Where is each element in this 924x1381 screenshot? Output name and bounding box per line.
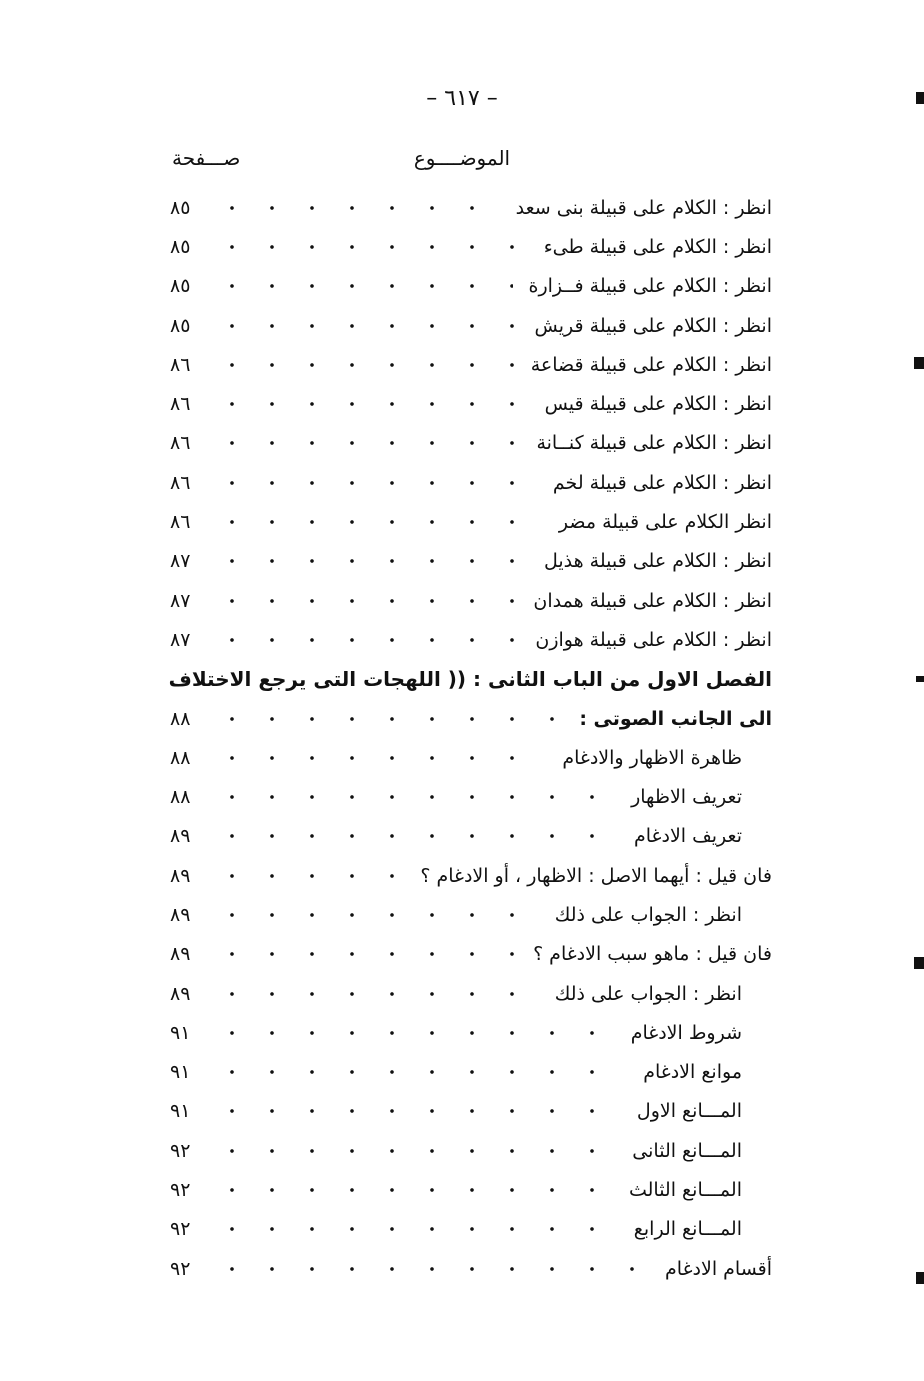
toc-entry-page: ٩٢ — [170, 1139, 191, 1162]
dot-leader — [212, 203, 500, 213]
toc-row — [170, 777, 742, 816]
toc-entry-title: موانع الادغام — [643, 1061, 742, 1084]
toc-entry-title: انظر : الكلام على قبيلة قضاعة — [530, 353, 772, 376]
toc-entry-title: انظر : الكلام على قبيلة طىء — [543, 235, 772, 258]
dot-leader — [212, 1264, 649, 1274]
toc-row — [170, 817, 742, 856]
toc-entry-page: ٨٨ — [170, 786, 191, 809]
toc-entry-page: ٨٨ — [170, 746, 191, 769]
toc-row — [170, 1170, 742, 1209]
scan-mark — [916, 92, 924, 104]
toc-entry-title: الى الجانب الصوتى : — [579, 707, 772, 730]
scan-mark — [916, 676, 924, 682]
toc-entry-title: انظر : الكلام على قبيلة همدان — [533, 589, 772, 612]
toc-entry-page: ٨٥ — [170, 275, 191, 298]
toc-row — [170, 1210, 742, 1249]
dot-leader — [212, 792, 615, 802]
dot-leader — [212, 321, 519, 331]
toc-entry-title: تعريف الادغام — [634, 825, 742, 848]
toc-entry-title: فان قيل : ماهو سبب الادغام ؟ — [533, 943, 772, 966]
toc-entry-page: ٩١ — [170, 1061, 191, 1084]
toc-entry-page: ٩١ — [170, 1100, 191, 1123]
toc-entry-title: فان قيل : أيهما الاصل : الاظهار ، أو الادغام ؟ — [420, 864, 772, 887]
toc-row — [170, 699, 772, 738]
column-header-page: صـــفحة — [172, 146, 241, 170]
dot-leader — [212, 1067, 627, 1077]
dot-leader — [212, 399, 529, 409]
dot-leader — [212, 1185, 613, 1195]
toc-entry-title: ظاهرة الاظهار والادغام — [562, 746, 742, 769]
toc-entry-title: شروط الادغام — [630, 1021, 742, 1044]
toc-row — [170, 581, 772, 620]
toc-entry-title: المـــانع الرابع — [633, 1218, 742, 1241]
toc-entry-title: انظر : الجواب على ذلك — [554, 903, 742, 926]
toc-entry-page: ٨٧ — [170, 550, 191, 573]
dot-leader — [212, 596, 517, 606]
dot-leader — [212, 360, 515, 370]
toc-row — [170, 227, 772, 266]
dot-leader — [212, 635, 519, 645]
toc-entry-page: ٨٨ — [170, 707, 191, 730]
toc-entry-page: ٩٢ — [170, 1179, 191, 1202]
toc-entry-title: انظر : الكلام على قبيلة هذيل — [543, 550, 772, 573]
dot-leader — [212, 517, 543, 527]
toc-row — [170, 1053, 742, 1092]
dot-leader — [212, 910, 539, 920]
toc-row — [170, 463, 772, 502]
toc-row — [170, 856, 772, 895]
scan-mark — [914, 957, 924, 969]
toc-entry-title: انظر : الكلام على قبيلة قريش — [534, 314, 772, 337]
toc-entry-title: انظر : الجواب على ذلك — [554, 982, 742, 1005]
dot-leader — [212, 281, 513, 291]
dot-leader — [212, 871, 404, 881]
toc-entry-title: المـــانع الاول — [636, 1100, 742, 1123]
dot-leader — [212, 714, 563, 724]
toc-entry-page: ٨٦ — [170, 353, 191, 376]
toc-entry-page: ٨٩ — [170, 864, 191, 887]
toc-row — [170, 1013, 742, 1052]
toc-row — [170, 660, 772, 699]
toc-entry-title: انظر : الكلام على قبيلة بنى سعد — [515, 196, 772, 219]
toc-row — [170, 542, 772, 581]
toc-entry-page: ٨٩ — [170, 982, 191, 1005]
toc-row — [170, 306, 772, 345]
dot-leader — [212, 242, 528, 252]
toc-entry-title: انظر : الكلام على قبيلة كنــانة — [536, 432, 772, 455]
toc-entry-page: ٨٥ — [170, 235, 191, 258]
dot-leader — [212, 1028, 615, 1038]
dot-leader — [212, 1106, 621, 1116]
toc-row — [170, 620, 772, 659]
toc-row — [170, 738, 742, 777]
toc-row — [170, 974, 742, 1013]
toc-entry-title: أقسام الادغام — [665, 1257, 772, 1280]
toc-entry-page: ٨٩ — [170, 943, 191, 966]
toc-entry-page: ٨٧ — [170, 589, 191, 612]
dot-leader — [212, 1224, 618, 1234]
dot-leader — [212, 438, 520, 448]
dot-leader — [212, 1146, 616, 1156]
dot-leader — [212, 753, 546, 763]
toc-row — [170, 502, 772, 541]
toc-entry-page: ٨٦ — [170, 432, 191, 455]
toc-entry-page: ٨٥ — [170, 314, 191, 337]
toc-row — [170, 384, 772, 423]
toc-entry-page: ٨٥ — [170, 196, 191, 219]
toc-row — [170, 345, 772, 384]
toc-row — [170, 935, 772, 974]
toc-row — [170, 1092, 742, 1131]
toc-entry-title: تعريف الاظهار — [631, 786, 742, 809]
dot-leader — [212, 478, 537, 488]
toc-entry-title: انظر الكلام على قبيلة مضر — [558, 511, 772, 534]
table-of-contents — [170, 188, 772, 1288]
dot-leader — [212, 989, 539, 999]
toc-entry-title: انظر : الكلام على قبيلة قيس — [544, 393, 772, 416]
toc-entry-page: ٩١ — [170, 1021, 191, 1044]
dot-leader — [212, 949, 517, 959]
toc-entry-page: ٨٦ — [170, 471, 191, 494]
toc-row — [170, 1249, 772, 1288]
toc-entry-title: انظر : الكلام على قبيلة لخم — [552, 471, 772, 494]
toc-entry-page: ٩٢ — [170, 1218, 191, 1241]
toc-entry-page: ٨٩ — [170, 825, 191, 848]
toc-row — [170, 267, 772, 306]
page-number: – ٦١٧ – — [426, 86, 498, 111]
toc-row — [170, 895, 742, 934]
toc-row — [170, 188, 772, 227]
toc-row — [170, 424, 772, 463]
toc-entry-page: ٨٧ — [170, 628, 191, 651]
toc-entry-page: ٨٩ — [170, 903, 191, 926]
dot-leader — [212, 556, 528, 566]
toc-entry-title: المـــانع الثانى — [632, 1139, 742, 1162]
dot-leader — [212, 831, 618, 841]
column-header-topic: الموضــــوع — [413, 146, 511, 170]
toc-entry-title: انظر : الكلام على قبيلة هوازن — [535, 628, 772, 651]
toc-entry-page: ٩٢ — [170, 1257, 191, 1280]
scan-mark — [914, 357, 924, 369]
scan-mark — [916, 1272, 924, 1284]
toc-entry-title: انظر : الكلام على قبيلة فــزارة — [528, 275, 772, 298]
toc-entry-title: المـــانع الثالث — [628, 1179, 742, 1202]
toc-row — [170, 1131, 742, 1170]
toc-entry-title: الفصل الاول من الباب الثانى : (( اللهجات التى يرجع الاختلاف — [168, 667, 772, 692]
toc-entry-page: ٨٦ — [170, 393, 191, 416]
toc-entry-page: ٨٦ — [170, 511, 191, 534]
